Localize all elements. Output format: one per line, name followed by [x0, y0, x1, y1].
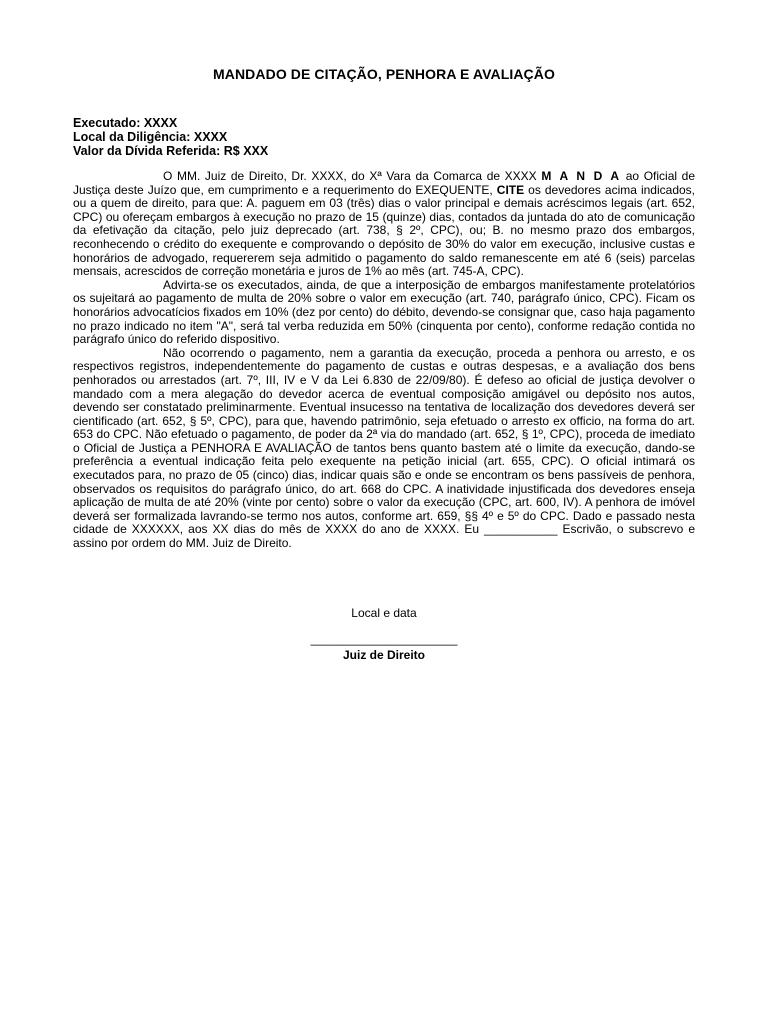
document-title: MANDADO DE CITAÇÃO, PENHORA E AVALIAÇÃO	[213, 66, 555, 82]
cite-emphasis: CITE	[496, 182, 525, 197]
document-header	[73, 116, 693, 158]
paragraph-mandate-part3: os devedores acima indicados, ou a quem de direito, para que: A. paguem em 03 (três) dias o valor principal e demais acréscimos legais (art. 652, CPC) ou ofereçam embargos à execução no prazo de 15 (quinze) dias, contados da juntada do ato de comunicação da efetivação da citação, pelo juiz deprecado (art. 738, § 2º, CPC), ou; B. no mesmo prazo dos embargos, reconhecendo o crédito do exequente e comprovando o depósito de 30% do valor em execução, inclusive custas e honorários de advogado, requererem seja admitido o pagamento do saldo remanescente em até 6 (seis) parcelas mensais, acrescidos de correção monetária e juros de 1% ao mês (art. 745-A, CPC).	[73, 182, 695, 279]
document-body	[73, 170, 695, 551]
manda-emphasis: M A N D A	[541, 169, 622, 183]
signature-place-date: Local e data	[351, 606, 417, 620]
valor-divida-line: Valor da Dívida Referida: R$ XXX	[73, 144, 269, 158]
paragraph-mandate-part1: O MM. Juiz de Direito, Dr. XXXX, do Xª Vara da Comarca de XXXX	[163, 169, 542, 183]
paragraph-mandate	[73, 170, 695, 279]
paragraph-warning: Advirta-se os executados, ainda, de que a interposição de embargos manifestamente protelatórios os sujeitará ao pagamento de multa de 20% sobre o valor em execução (art. 740, parágrafo único, CPC). Ficam os honorários advocatícios fixados em 10% (dez por cento) do débito, devendo-se consignar que, caso haja pagamento no prazo indicado no item "A", será tal verba reduzida em 50% (cinquenta por cento), conforme redação contida no parágrafo único do referido dispositivo.	[73, 277, 695, 347]
paragraph-penhora: Não ocorrendo o pagamento, nem a garantia da execução, proceda a penhora ou arresto, e os respectivos registros, independentemente do pagamento de custas e outras despesas, e a avaliação dos bens penhorados ou arrestados (art. 7º, III, IV e V da Lei 6.830 de 22/09/80). É defeso ao oficial de justiça devolver o mandado com a mera alegação do devedor acerca de eventual composição amigável ou depósito nos autos, devendo ser constatado preliminarmente. Eventual insucesso na tentativa de localização dos devedores deverá ser cientificado (art. 652, § 5º, CPC), para que, havendo patrimônio, seja efetuado o arresto ex officio, na forma do art. 653 do CPC. Não efetuado o pagamento, de poder da 2ª via do mandado (art. 652, § 1º, CPC), proceda de imediato o Oficial de Justiça a PENHORA E AVALIAÇÃO de tantos bens quanto bastem até o limite da execução, dando-se preferência a eventual indicação feita pelo exequente na petição inicial (art. 655, CPC). O oficial intimará os executados para, no prazo de 05 (cinco) dias, indicar quais são e onde se encontram os bens passíveis de penhora, observados os requisitos do parágrafo único, do art. 668 do CPC. A inatividade injustificada dos devedores enseja aplicação de multa de até 20% (vinte por cento) sobre o valor da execução (CPC, art. 600, IV). A penhora de imóvel deverá ser formalizada lavrando-se termo nos autos, conforme art. 659, §§ 4º e 5º do CPC. Dado e passado nesta cidade de XXXXXX, aos XX dias do mês de XXXX do ano de XXXX. Eu ___________ Escrivão, o subscrevo e assino por ordem do MM. Juiz de Direito.	[73, 345, 695, 551]
executado-line: Executado: XXXX	[73, 116, 178, 130]
paragraph-mandate-part2: ao Oficial de Justiça deste Juízo que, em cumprimento e a requerimento do EXEQUENTE,	[73, 169, 695, 197]
local-diligencia-line: Local da Diligência: XXXX	[73, 130, 228, 144]
signature-name: Juiz de Direito	[342, 648, 425, 662]
signature-line: ______________________	[310, 632, 458, 646]
